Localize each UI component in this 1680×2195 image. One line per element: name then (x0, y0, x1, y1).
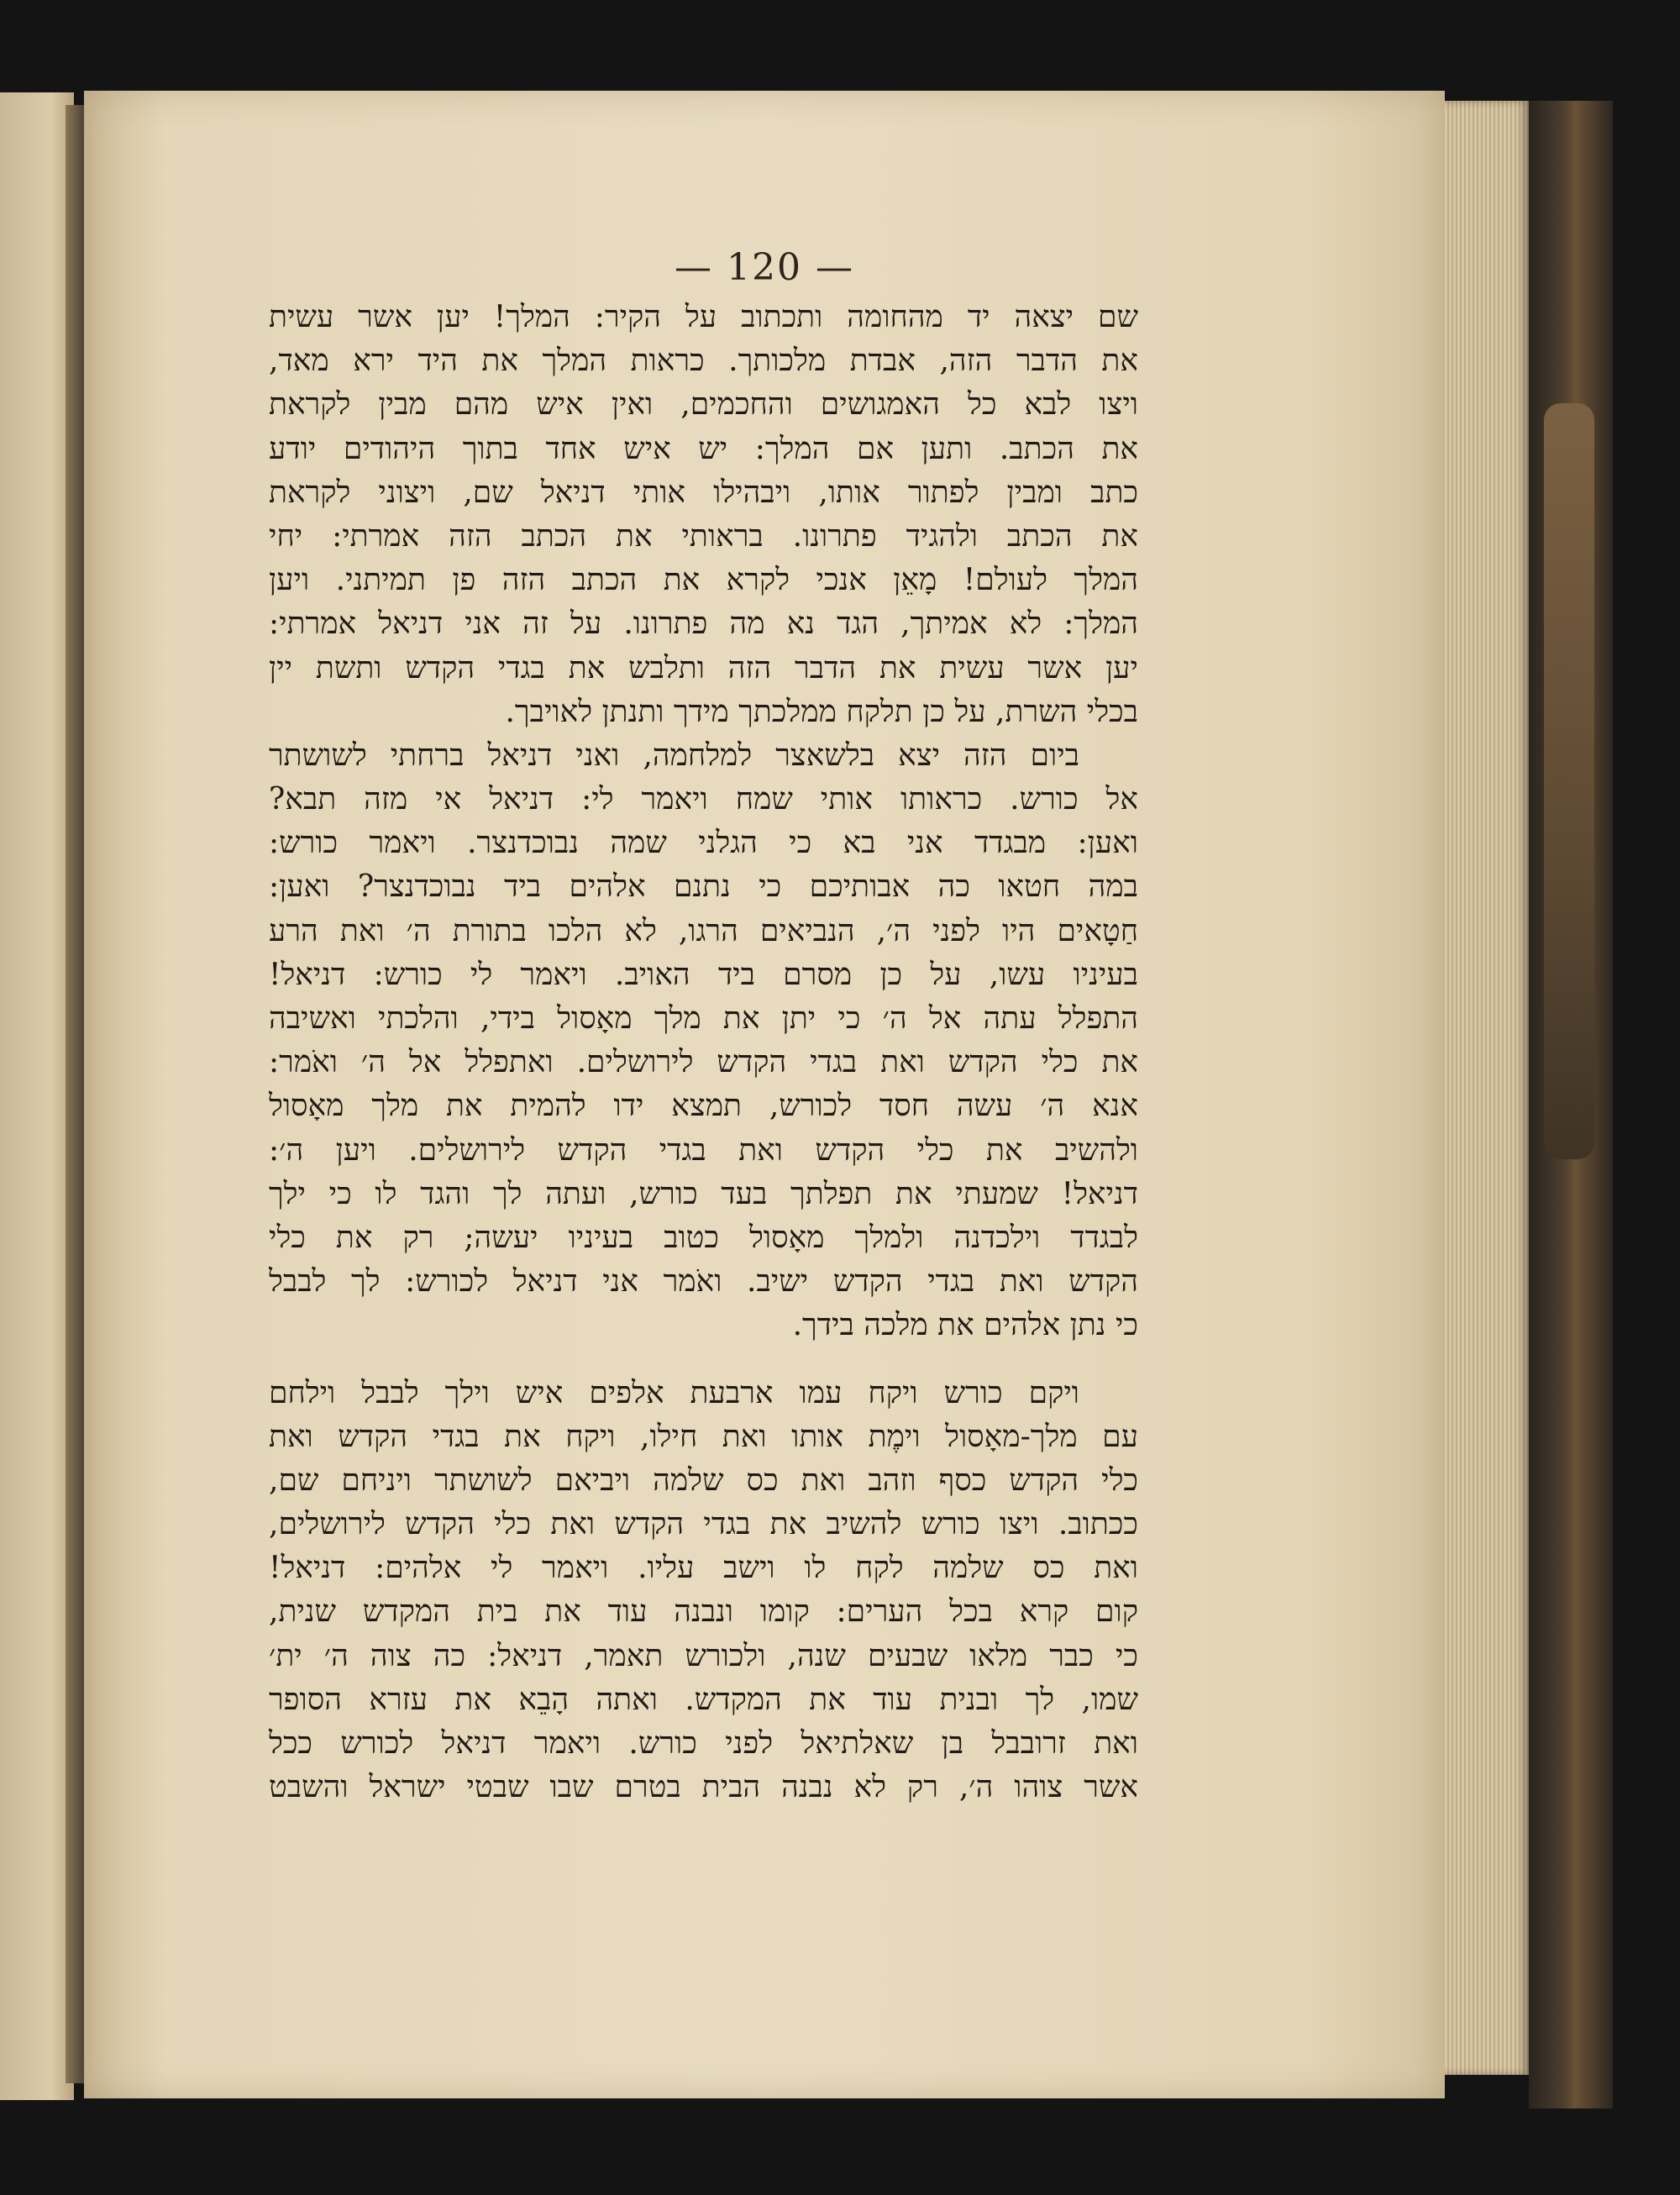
paragraph (269, 296, 1138, 734)
text-line: המלך: לא אמיתך, הגד נא מה פתרונו. על זה אני דניאל אמרתי: (269, 607, 1138, 642)
paragraph-gap (269, 1348, 1138, 1372)
text-line: ביום הזה יצא בלשאצר למלחמה, ואני דניאל ברחתי לשושתר (269, 738, 1079, 773)
text-line: בכלי השרת, על כן תלקח ממלכתך מידך ותנתן לאויבך. (505, 694, 1138, 729)
text-line: לבגדד וילכדנה ולמלך מאָסול כטוב בעיניו יעשה; רק את כלי (269, 1220, 1138, 1255)
text-line: שם יצאה יד מהחומה ותכתוב על הקיר: המלך! יען אשר עשית (269, 300, 1138, 334)
text-line: חַטָאים היו לפני ה׳, הנביאים הרגו, לא הלכו בתורת ה׳ ואת הרע (269, 913, 1138, 948)
text-line: את הכתב. ותען אם המלך: יש איש אחד בתוך היהודים יודע (269, 431, 1138, 466)
worn-cover-spine (1544, 403, 1594, 1159)
paragraph (269, 1372, 1138, 1810)
text-line: התפלל עתה אל ה׳ כי יתן את מלך מאָסול בידי, והלכתי ואשיבה (269, 1001, 1138, 1036)
text-line: כי כבר מלאו שבעים שנה, ולכורש תאמר, דניאל: כה צוה ה׳ ית׳ (269, 1638, 1138, 1673)
text-line: שמו, לך ובנית עוד את המקדש. ואתה הָבֵא את עזרא הסופר (269, 1682, 1138, 1717)
text-line: ויקם כורש ויקח עמו ארבעת אלפים איש וילך לבבל וילחם (269, 1375, 1079, 1410)
page-text (269, 296, 1138, 1809)
text-line: קום קרא בכל הערים: קומו ונבנה עוד את בית המקדש שנית, (269, 1594, 1138, 1630)
text-line: עם מלך-מאָסול וימֶת אותו ואת חילו, ויקח את בגדי הקדש ואת (269, 1419, 1138, 1454)
text-line: בעיניו עשו, על כן מסרם ביד האויב. ויאמר לי כורש: דניאל! (269, 957, 1138, 992)
text-line: ואען: מבגדד אני בא כי הגלני שמה נבוכדנצר. ויאמר כורש: (269, 826, 1138, 861)
text-line: במה חטאו כה אבותיכם כי נתנם אלהים ביד נבוכדנצר? ואען: (269, 869, 1138, 905)
text-line: כתב ומבין לפתור אותו, ויבהילו אותי דניאל שם, ויצוני לקראת (269, 475, 1138, 510)
text-line: אשר צוהו ה׳, רק לא נבנה הבית בטרם שבו שבטי ישראל והשבט (269, 1770, 1138, 1805)
text-line: אנא ה׳ עשה חסד לכורש, תמצא ידו להמית את מלך מאָסול (269, 1089, 1138, 1124)
text-line: כי נתן אלהים את מלכה בידך. (792, 1308, 1138, 1343)
text-line: ואת זרובבל בן שאלתיאל לפני כורש. ויאמר דניאל לכורש ככל (269, 1726, 1138, 1761)
text-line: את כלי הקדש ואת בגדי הקדש לירושלים. ואתפלל אל ה׳ ואֹמר: (269, 1045, 1138, 1080)
text-line: יען אשר עשית את הדבר הזה ותלבש את בגדי הקדש ותשת יין (269, 650, 1138, 685)
paragraph (269, 734, 1138, 1348)
text-line: ויצו לבא כל האמגושים והחכמים, ואין איש מהם מבין לקראת (269, 387, 1138, 423)
text-line: ככתוב. ויצו כורש להשיב את בגדי הקדש ואת כלי הקדש לירושלים, (269, 1507, 1138, 1542)
page-number: — 120 — (675, 246, 854, 289)
text-line: את הדבר הזה, אבדת מלכותך. כראות המלך את היד ירא מאד, (269, 344, 1138, 379)
text-line: הקדש ואת בגדי הקדש ישיב. ואֹמר אני דניאל לכורש: לך לבבל (269, 1264, 1138, 1300)
text-line: המלך לעולם! מָאֵן אנכי לקרא את הכתב הזה פן תמיתני. ויען (269, 563, 1138, 598)
text-line: ולהשיב את כלי הקדש ואת בגדי הקדש לירושלים. ויען ה׳: (269, 1132, 1138, 1168)
text-line: את הכתב ולהגיד פתרונו. בראותי את הכתב הזה אמרתי: יחי (269, 518, 1138, 554)
text-line: ואת כס שלמה לקח לו וישב עליו. ויאמר לי אלהים: דניאל! (269, 1551, 1138, 1586)
text-line: כלי הקדש כסף וזהב ואת כס שלמה ויביאם לשושתר ויניחם שם, (269, 1462, 1138, 1498)
left-page-edge (0, 92, 74, 2100)
text-line: אל כורש. כראותו אותי שמח ויאמר לי: דניאל אי מזה תבא? (269, 782, 1138, 817)
text-line: דניאל! שמעתי את תפלתך בעד כורש, ועתה לך והגד לו כי ילך (269, 1176, 1138, 1211)
